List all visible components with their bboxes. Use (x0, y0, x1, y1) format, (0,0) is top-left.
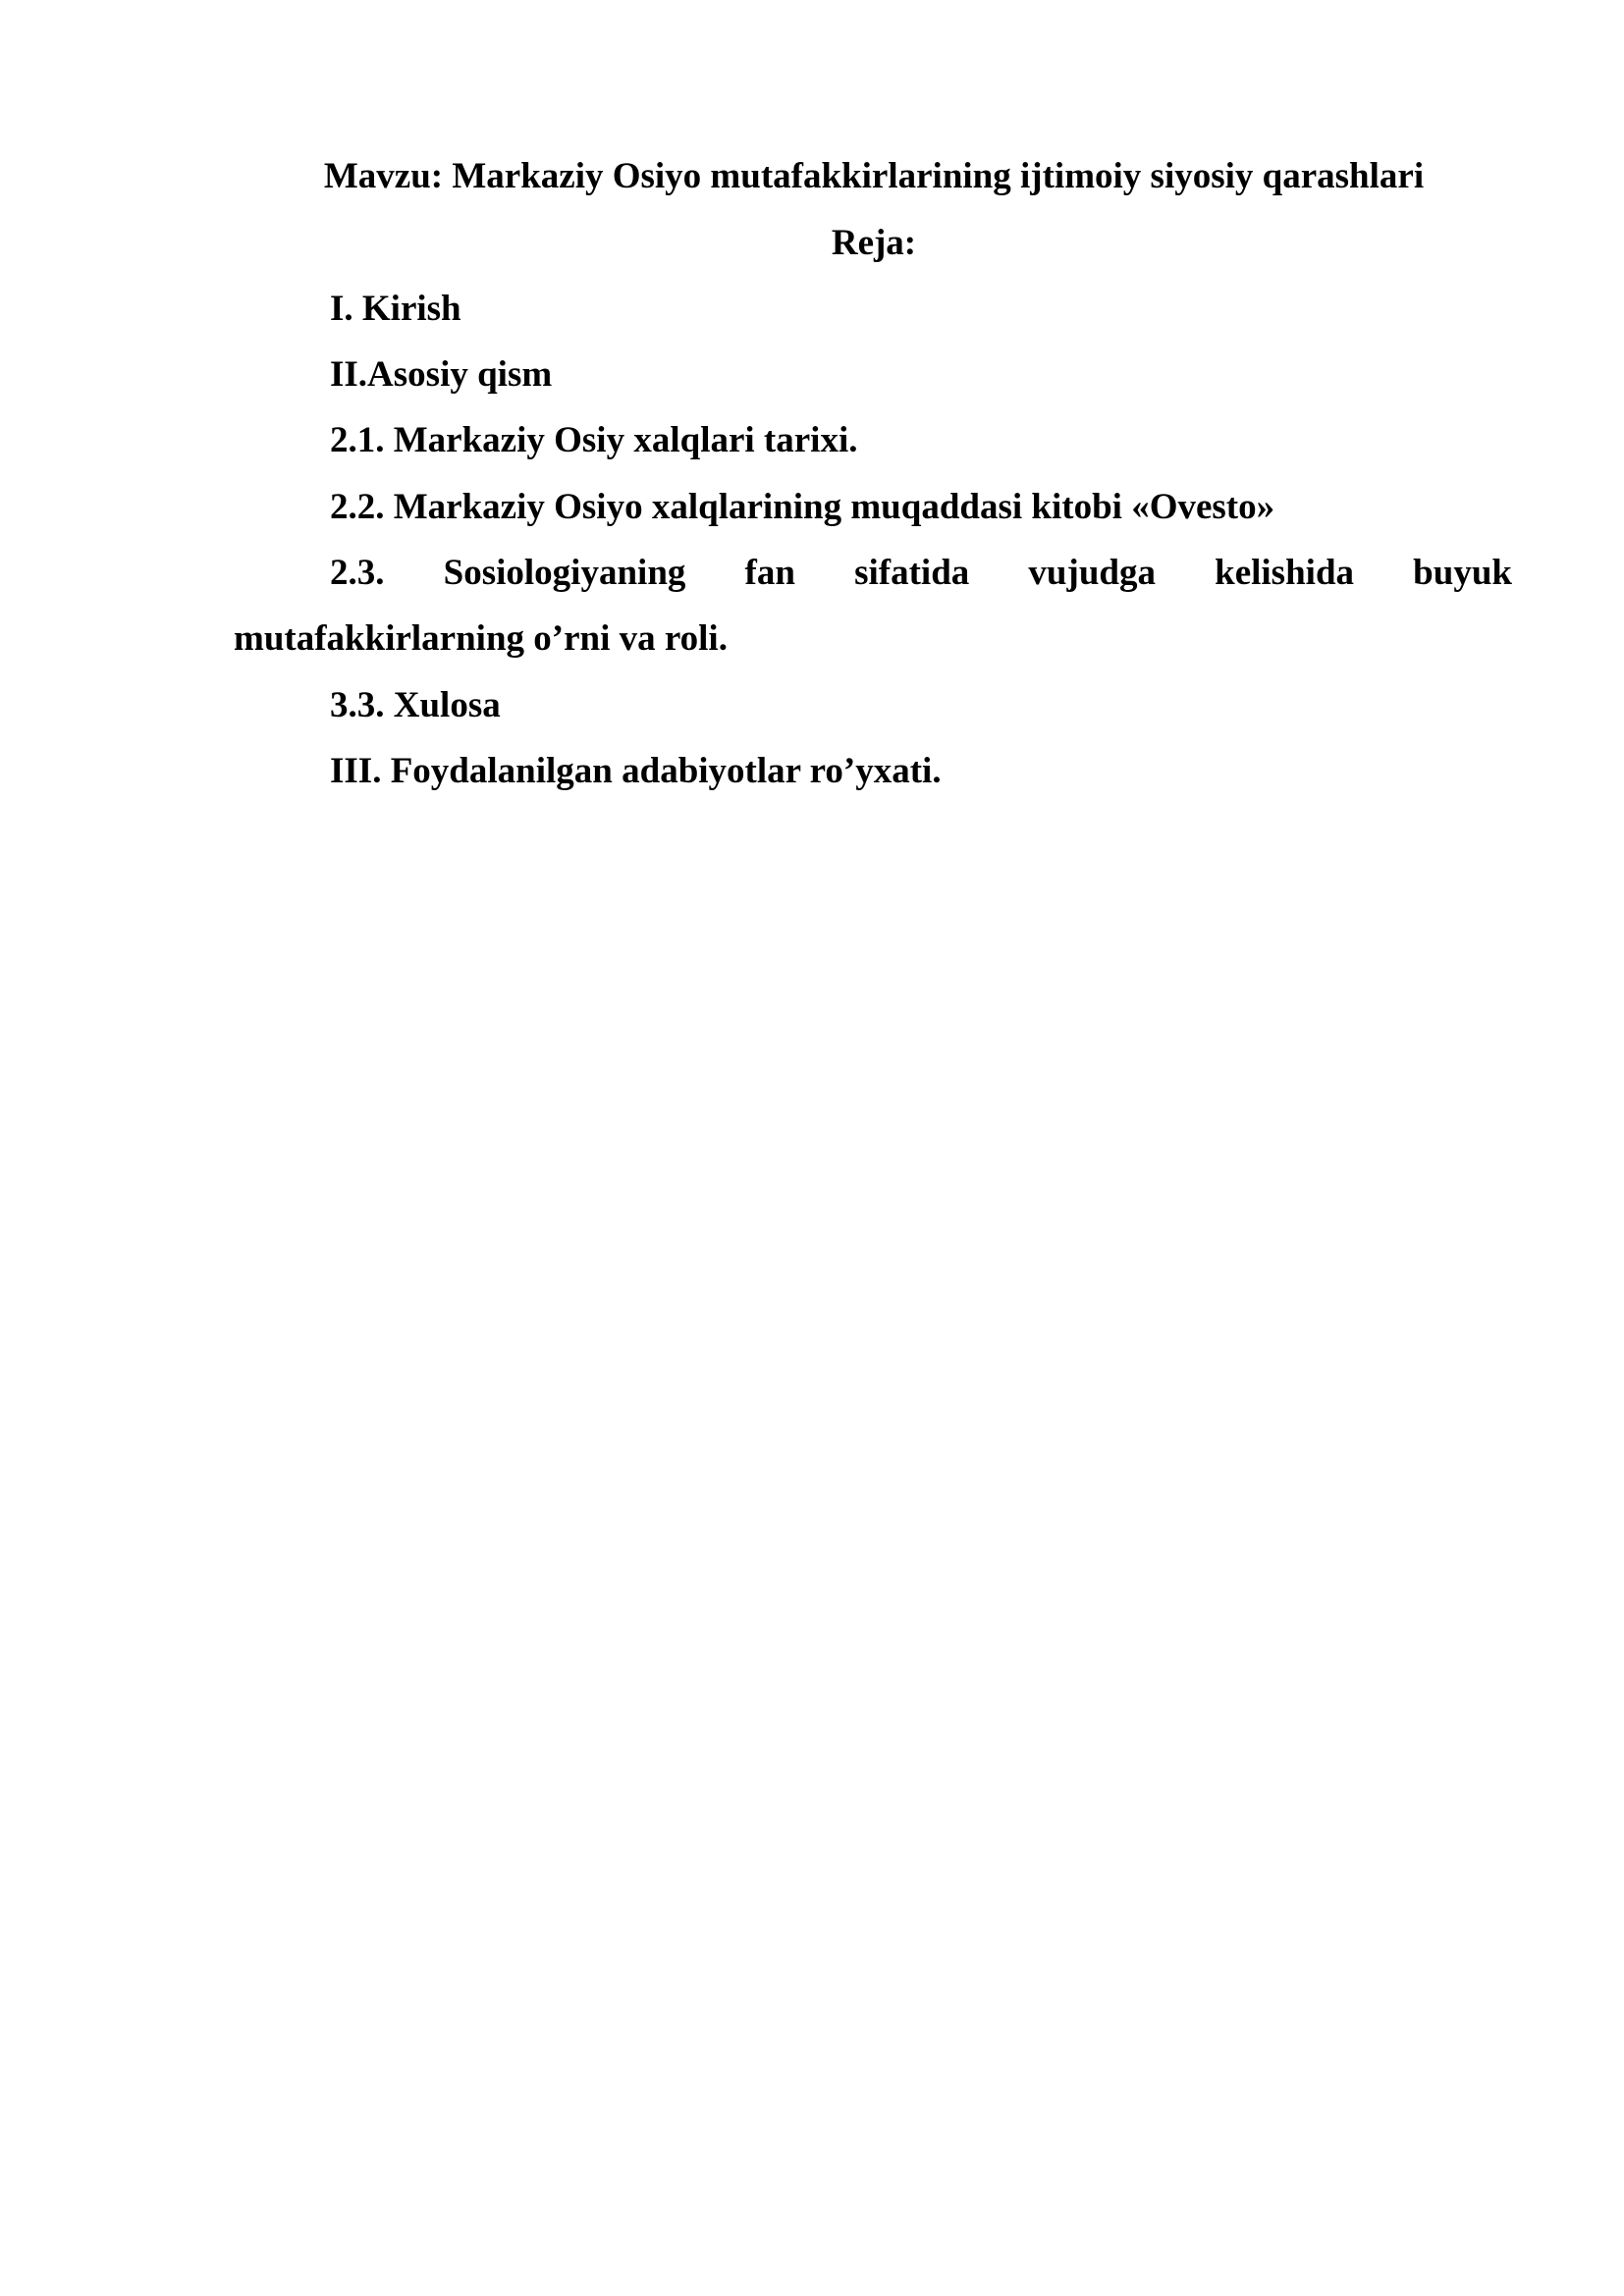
plan-heading: Reja: (831, 223, 917, 263)
plan-item-2-3-word: buyuk (1413, 553, 1512, 593)
plan-item-2-3-word: fan (744, 553, 795, 593)
plan-item-references: III. Foydalanilgan adabiyotlar ro’yxati. (330, 751, 942, 791)
plan-item-conclusion: 3.3. Xulosa (330, 685, 501, 725)
document-title: Mavzu: Markaziy Osiyo mutafakkirlarining ijtimoiy siyosiy qarashlari (323, 156, 1425, 196)
plan-item-2-1: 2.1. Markaziy Osiy xalqlari tarixi. (330, 420, 858, 460)
plan-item-2-3-word: kelishida (1215, 553, 1355, 593)
plan-item-2-3-first-line (330, 550, 1512, 597)
plan-item-2-3-word: sifatida (854, 553, 970, 593)
plan-item-introduction: I. Kirish (330, 289, 461, 329)
plan-item-2-3-word: 2.3. (330, 553, 385, 593)
plan-item-2-3-continuation: mutafakkirlarning o’rni va roli. (234, 618, 728, 659)
plan-item-2-3-word: Sosiologiyaning (443, 553, 686, 593)
plan-item-main-part: II.Asosiy qism (330, 354, 553, 395)
plan-item-2-2: 2.2. Markaziy Osiyo xalqlarining muqaddasi kitobi «Ovesto» (330, 487, 1275, 527)
plan-item-2-3-word: vujudga (1028, 553, 1156, 593)
